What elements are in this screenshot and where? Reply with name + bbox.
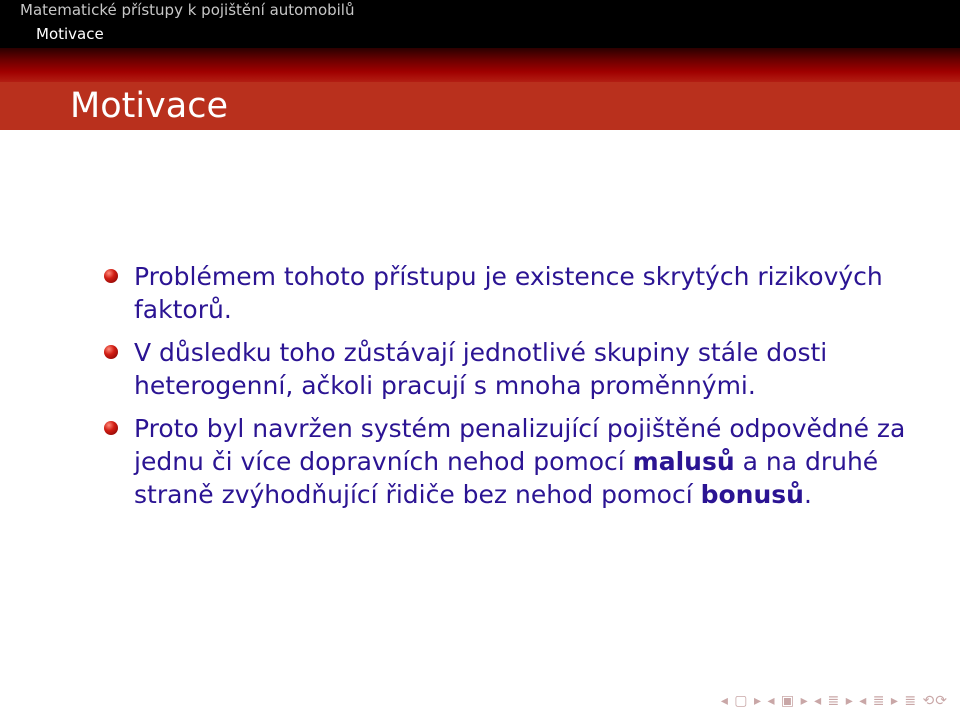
bonus-term: bonusů xyxy=(700,480,804,509)
bullet-text: V důsledku toho zůstávají jednotlivé skupiny stále dosti heterogenní, ačkoli pracují s mnoha proměnnými. xyxy=(134,338,828,400)
bullet-text-part: Proto byl navržen systém penalizující pojištěné odpovědné za jednu či více dopravních nehod pomocí xyxy=(134,414,906,476)
list-item xyxy=(104,260,924,326)
bullet-ball-icon xyxy=(104,345,118,359)
section-title[interactable]: Motivace xyxy=(36,25,104,43)
navigation-symbols[interactable]: ◂ ▢ ▸ ◂ ▣ ▸ ◂ ≣ ▸ ◂ ≣ ▸ ≣ ⟲⟳ xyxy=(720,693,948,709)
frame-title: Motivace xyxy=(70,86,228,126)
bullet-ball-icon xyxy=(104,269,118,283)
malus-term: malusů xyxy=(632,447,735,476)
bullet-text-end: . xyxy=(803,480,812,509)
bullet-text-part: a na druhé straně zvýhodňující řidiče bez nehod pomocí xyxy=(134,447,879,509)
presentation-title[interactable]: Matematické přístupy k pojištění automobilů xyxy=(20,1,355,19)
frame-title-bar xyxy=(0,82,960,130)
bullet-text: Problémem tohoto přístupu je existence skrytých rizikových faktorů. xyxy=(134,262,883,324)
list-item xyxy=(104,412,924,511)
header-bar xyxy=(0,0,960,48)
bullet-ball-icon xyxy=(104,421,118,435)
header-gradient xyxy=(0,48,960,82)
bullet-list xyxy=(104,260,924,521)
list-item xyxy=(104,336,924,402)
